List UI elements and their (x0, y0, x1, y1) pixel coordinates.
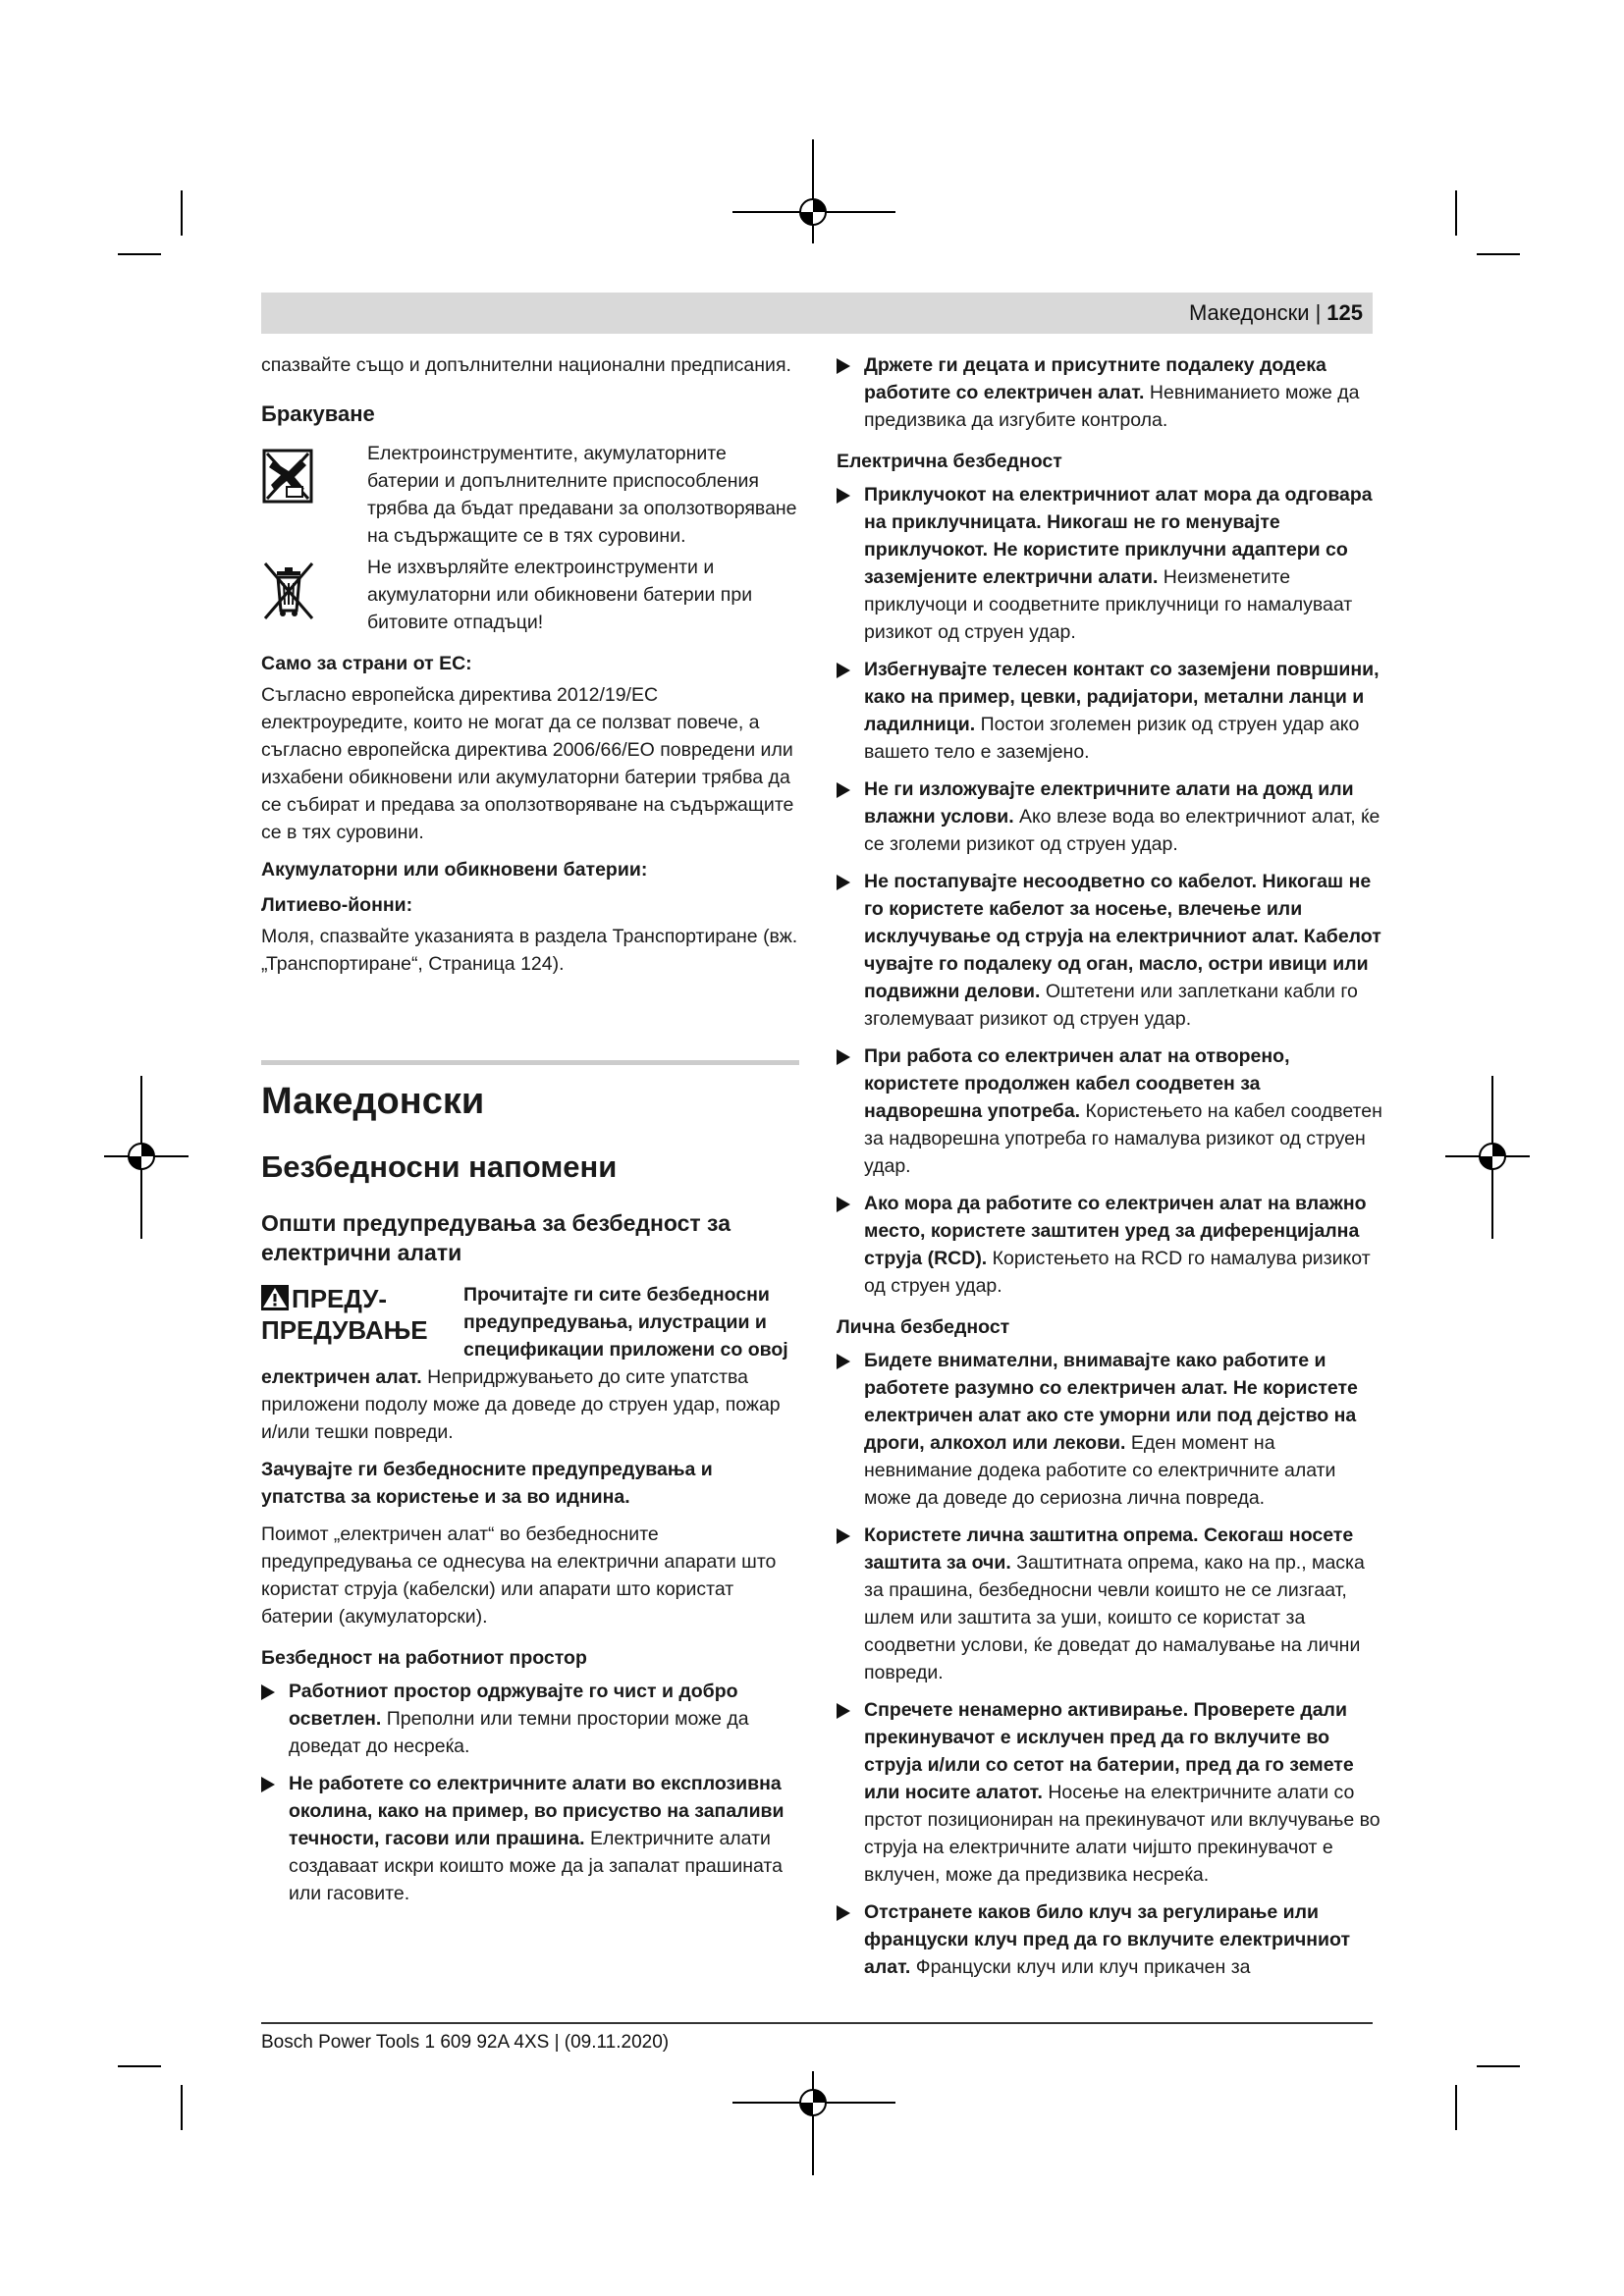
bullet-arrow-icon (837, 663, 850, 678)
bullet-arrow-icon (837, 488, 850, 504)
list-item-bold: Отстранете каков било клуч за регулирање или француски клуч пред да го вклучите електричниот алат. (864, 1901, 1351, 1978)
crossed-out-bin-icon (261, 560, 316, 620)
list-item-text: Користењето на кабел соодветен за надворешна употреба го намалува ризикот од струен удар. (864, 1100, 1382, 1177)
bullet-arrow-icon (837, 1354, 850, 1369)
electrical-heading: Електрична безбедност (837, 451, 1062, 472)
list-item-text: Носење на електричните алати со прстот позициониран на прекинувачот или вклучување во струја на електричните алати чијшто прекинувачот е вклучен, може да предизвика несреќа. (864, 1782, 1380, 1886)
list-item-bold: Користете лична заштитна опрема. Секогаш носете заштита за очи. (864, 1524, 1354, 1574)
list-item-bold: Бидете внимателни, внимавајте како работите и работете разумно со електричен алат. Не користете електричен алат ако сте уморни или под дејство на дроги, алкохол или лекови. (864, 1350, 1358, 1454)
list-item-text: Преполни или темни простории може да доведат до несреќа. (289, 1708, 749, 1757)
list-item-text: Заштитната опрема, како на пр., маска за прашина, безбедносни чевли коишто не се лизгаат, шлем или заштита за уши, коишто се користат за соодветни услови, ќе доведат до намалување на лични повреди. (864, 1552, 1365, 1683)
term-paragraph: Поимот „електричен алат“ во безбедносните предупредувања се однесува на електрични апарати што користат струја (кабелски) или апарати што користат батерии (акумулаторски). (261, 1523, 777, 1628)
warning-bold: Прочитајте ги сите безбедносни предупредувања, илустрации и спецификации приложени со овој електричен алат. (261, 1284, 788, 1388)
bullet-arrow-icon (261, 1684, 275, 1700)
right-column (837, 351, 1382, 1991)
footer-rule (261, 2022, 1373, 2024)
liion-heading: Литиево-йонни: (261, 894, 413, 916)
list-item (837, 868, 1382, 1033)
disposal-row-1 (261, 440, 799, 550)
warning-text: Непридржувањето до сите упатства приложени подолу може да доведе до струен удар, пожар и/или тешки повреди. (261, 1366, 781, 1443)
list-item (837, 775, 1382, 858)
crop-mark (118, 2065, 161, 2067)
list-item-bold: Не работете со електричните алати во експлозивна околина, како на пример, во присуство на запаливи течности, гасови или прашина. (289, 1773, 785, 1849)
list-item-bold: Спречете ненамерно активирање. Проверете дали прекинувачот е исклучен пред да го вклучите во струја и/или со сетот на батерии, пред да го земете или носите алатот. (864, 1699, 1354, 1803)
list-item-text: Еден момент на невнимание додека работите со електричните алати може да доведе до сериозна лична повреда. (864, 1432, 1336, 1509)
language-title: Македонски (261, 1081, 485, 1122)
crop-mark (1455, 2085, 1457, 2130)
registration-mark-icon (1443, 1074, 1532, 1241)
list-item (837, 1522, 1382, 1686)
list-item-text: Оштетени или заплеткани кабли го зголемуваат ризикот од струен удар. (864, 981, 1358, 1030)
bullet-arrow-icon (837, 358, 850, 374)
list-item (261, 1770, 799, 1907)
warning-triangle-icon (261, 1285, 289, 1310)
list-item-text: Неизменетите приклучоци и соодветните приклучници го намалуваат ризикот од струен удар. (864, 566, 1353, 643)
intro-paragraph: спазвайте също и допълнителни национални предписания. (261, 354, 791, 376)
list-item (837, 351, 1382, 434)
left-column (261, 351, 799, 1917)
bullet-arrow-icon (837, 1905, 850, 1921)
list-item (837, 1898, 1382, 1981)
list-item-bold: Приклучокот на електричниот алат мора да одговара на приклучницата. Никогаш не го менувајте приклучокот. Не користите приклучни адаптери со заземјените електрични алати. (864, 484, 1373, 588)
header-section: Македонски (1188, 300, 1310, 325)
general-warnings-title: Општи предупредувања за безбедност за електрични алати (261, 1210, 731, 1265)
personal-heading: Лична безбедност (837, 1316, 1010, 1338)
footer-text: Bosch Power Tools 1 609 92A 4XS | (09.11.2020) (261, 2032, 670, 2053)
bullet-arrow-icon (837, 1197, 850, 1212)
crop-mark (1477, 253, 1520, 255)
list-item (837, 1347, 1382, 1512)
warning-block (261, 1281, 799, 1456)
disposal-heading: Бракуване (261, 401, 375, 426)
list-item-text: Француски клуч или клуч прикачен за (915, 1956, 1251, 1978)
list-item-bold: Не ги изложувајте електричните алати на дожд или влажни услови. (864, 778, 1354, 828)
list-item-text: Постои зголемен ризик од струен удар ако вашето тело е заземјено. (864, 714, 1360, 763)
list-item-bold: При работа со електричен алат на отворено, користете продолжен кабел соодветен за надворешна употреба. (864, 1045, 1290, 1122)
bullet-arrow-icon (837, 875, 850, 890)
bullet-arrow-icon (837, 1528, 850, 1544)
list-item (837, 1042, 1382, 1180)
disposal-text-2: Не изхвърляйте електроинструменти и акумулаторни или обикновени батерии при битовите отпадъци! (367, 557, 753, 633)
list-item-text: Невниманието може да предизвика да изгубите контрола. (864, 382, 1360, 431)
disposal-row-2 (261, 554, 799, 636)
registration-mark-icon (102, 1074, 190, 1241)
safety-title: Безбедносни напомени (261, 1149, 618, 1184)
list-item-text: Електричните алати создаваат искри коишто може да ја запалат прашината или гасовите. (289, 1828, 783, 1904)
warning-label (261, 1283, 463, 1346)
list-item (837, 1190, 1382, 1300)
crop-mark (181, 190, 183, 236)
battery-heading: Акумулаторни или обикновени батерии: (261, 859, 648, 881)
list-item-bold: Држете ги децата и присутните подалеку додека работите со електричен алат. (864, 354, 1326, 403)
workplace-heading: Безбедност на работниот простор (261, 1647, 587, 1669)
list-item-bold: Избегнувајте телесен контакт со заземјени површини, како на пример, цевки, радијатори, метални ланци и ладилници. (864, 659, 1380, 735)
bullet-arrow-icon (837, 1703, 850, 1719)
list-item (261, 1678, 799, 1760)
crop-mark (1455, 190, 1457, 236)
disposal-text-1: Електроинструментите, акумулаторните батерии и допълнителните приспособления трябва да бъдат предавани за оползотворяване на съдържащите се в тях суровини. (367, 443, 797, 547)
no-tool-recycling-icon (261, 446, 316, 507)
list-item-bold: Ако мора да работите со електричен алат на влажно место, користете заштитен уред за диференцијална струја (RCD). (864, 1193, 1367, 1269)
eu-paragraph: Съгласно европейска директива 2012/19/ЕС електроуредите, които не могат да се ползват повече, а съгласно европейска директива 2006/66/EО повредени или изхабени обикновени или акумулаторни батерии трябва да се събират и предава за оползотворяване на съдържащите се в тях суровини. (261, 684, 794, 843)
crop-mark (118, 253, 161, 255)
list-item-bold: Работниот простор одржувајте го чист и добро осветлен. (289, 1681, 738, 1730)
liion-paragraph: Моля, спазвайте указанията в раздела Транспортиране (вж. „Транспортиране“, Страница 124). (261, 926, 798, 975)
warning-label-line-1: ПРЕДУ- (292, 1284, 388, 1313)
running-header (261, 293, 1373, 334)
list-item (837, 1696, 1382, 1889)
header-text: Македонски | 125 (1188, 300, 1363, 325)
list-item (837, 656, 1382, 766)
eu-heading: Само за страни от ЕС: (261, 653, 472, 674)
list-item-text: Ако влезе вода во електричниот алат, ќе се зголеми ризикот од струен удар. (864, 806, 1380, 855)
keep-instructions: Зачувајте ги безбедносните предупредувања и упатства за користење и за во иднина. (261, 1459, 713, 1508)
list-item-text: Користењето на RCD го намалува ризикот од струен удар. (864, 1248, 1371, 1297)
crop-mark (1477, 2065, 1520, 2067)
bullet-arrow-icon (837, 1049, 850, 1065)
registration-mark-icon (731, 2069, 897, 2177)
page-number: 125 (1326, 300, 1363, 325)
bullet-arrow-icon (837, 782, 850, 798)
list-item (837, 481, 1382, 646)
bullet-arrow-icon (261, 1777, 275, 1792)
list-item-bold: Не постапувајте несоодветно со кабелот. Никогаш не го користете кабелот за носење, влечење или исклучување од струја на електричниот алат. Кабелот чувајте го подалеку од оган, масло, остри ивици или подвижни делови. (864, 871, 1381, 1002)
section-rule (261, 1060, 799, 1065)
warning-label-line-2: ПРЕДУВАЊЕ (261, 1315, 428, 1345)
registration-mark-icon (731, 137, 897, 245)
crop-mark (181, 2085, 183, 2130)
